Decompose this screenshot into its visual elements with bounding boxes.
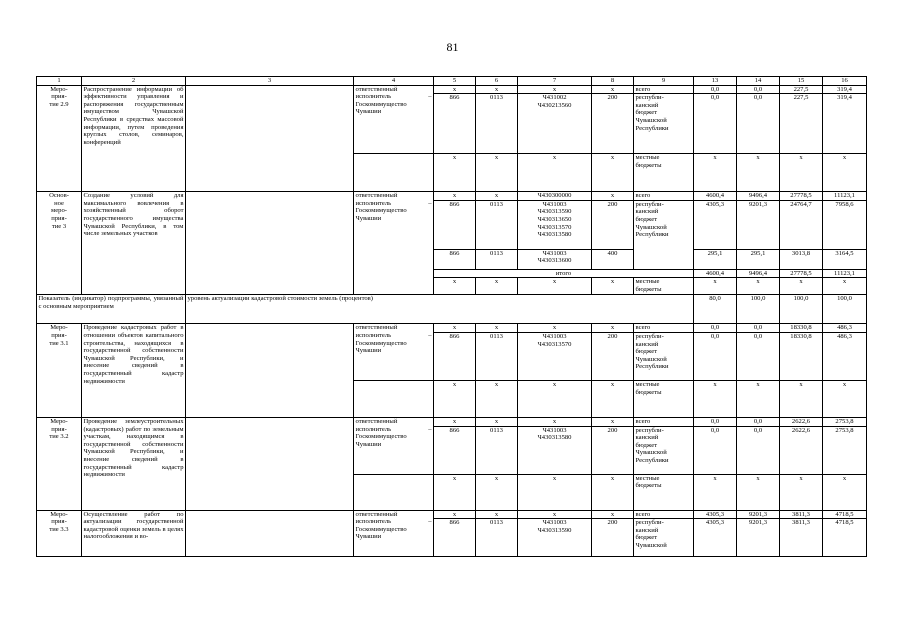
- cell-rz: x: [476, 85, 518, 94]
- cell-vr: x: [592, 192, 634, 201]
- cell-vr: 400: [592, 249, 634, 269]
- cell-source: республи- канский бюджет Чувашской Республики: [634, 426, 694, 474]
- cell-vr: x: [592, 278, 634, 295]
- cell-grbs: x: [434, 278, 476, 295]
- responsible-empty: [354, 380, 434, 417]
- header-cell: 14: [737, 77, 780, 86]
- cell-vr: 200: [592, 200, 634, 249]
- cell-v16: 2753,8: [823, 417, 867, 426]
- cell-rz: x: [476, 278, 518, 295]
- cell-v14: x: [737, 474, 780, 510]
- cell-grbs: 866: [434, 249, 476, 269]
- header-cell: 6: [476, 77, 518, 86]
- cell-rz: x: [476, 474, 518, 510]
- cell-v13: 0,0: [694, 426, 737, 474]
- cell-v16: x: [823, 380, 867, 417]
- cell-v16: 100,0: [823, 295, 867, 324]
- cell-v15: 27778,5: [780, 269, 823, 278]
- cell-v15: x: [780, 154, 823, 192]
- cell-grbs: 866: [434, 332, 476, 380]
- cell-rz: 0113: [476, 249, 518, 269]
- cell-csr: Ч430300000: [518, 192, 592, 201]
- cell-vr: x: [592, 510, 634, 519]
- activity-name: Проведение землеустроительных (кадастровых) работ по земельным участкам, находящимся в государственной собственности Чувашской Республики, и внесение сведений в государственный кадастр недвижимости: [82, 417, 186, 510]
- cell-grbs: 866: [434, 94, 476, 154]
- cell-vr: x: [592, 85, 634, 94]
- cell-v15: 3811,3: [780, 510, 823, 519]
- cell-vr: x: [592, 380, 634, 417]
- cell-v15: 2622,6: [780, 426, 823, 474]
- cell-v14: 9496,4: [737, 269, 780, 278]
- cell-grbs: x: [434, 380, 476, 417]
- cell-source: всего: [634, 192, 694, 201]
- cell-vr: x: [592, 154, 634, 192]
- cell-v13: 80,0: [694, 295, 737, 324]
- activity-name: Распространение информации об эффективности управления и распоряжения государственным имуществом Чувашской Республики в средствах массовой информации, путем проведения круглых столов, семинаров, конференций: [82, 85, 186, 192]
- cell-v14: 0,0: [737, 324, 780, 333]
- cell-v15: 3811,3: [780, 519, 823, 557]
- cell-v16: 486,3: [823, 324, 867, 333]
- cell-csr: x: [518, 154, 592, 192]
- activity-name: Проведение кадастровых работ в отношении объектов капитального строительства, находящихся в государственной собственности Чувашской Республики, и внесение сведений в государственный кадастр недвижимости: [82, 324, 186, 418]
- cell-v14: 0,0: [737, 332, 780, 380]
- cell-v16: x: [823, 278, 867, 295]
- activity-col3: [186, 417, 354, 510]
- cell-v13: 0,0: [694, 417, 737, 426]
- cell-v16: 486,3: [823, 332, 867, 380]
- cell-v13: 0,0: [694, 324, 737, 333]
- cell-v16: 4718,5: [823, 510, 867, 519]
- header-cell: 1: [37, 77, 82, 86]
- header-cell: 4: [354, 77, 434, 86]
- cell-v13: x: [694, 278, 737, 295]
- cell-source: республи- канский бюджет Чувашской Республики: [634, 94, 694, 154]
- cell-v14: 9201,3: [737, 510, 780, 519]
- header-cell: 16: [823, 77, 867, 86]
- cell-v14: 0,0: [737, 94, 780, 154]
- activity-label: Меро- прия- тие 2.9: [37, 85, 82, 192]
- cell-rz: x: [476, 417, 518, 426]
- cell-v14: 295,1: [737, 249, 780, 269]
- activity-col3: [186, 510, 354, 557]
- activity-name: Осуществление работ по актуализации государственной кадастровой оценки земель в целях налогообложения и во-: [82, 510, 186, 557]
- header-cell: 5: [434, 77, 476, 86]
- cell-v15: x: [780, 278, 823, 295]
- cell-csr: x: [518, 474, 592, 510]
- cell-source: местные бюджеты: [634, 380, 694, 417]
- cell-v13: 4305,3: [694, 510, 737, 519]
- cell-v16: 4718,5: [823, 519, 867, 557]
- cell-rz: x: [476, 510, 518, 519]
- cell-grbs: x: [434, 154, 476, 192]
- cell-rz: x: [476, 324, 518, 333]
- cell-rz: 0113: [476, 519, 518, 557]
- cell-csr: Ч431002 Ч430213560: [518, 94, 592, 154]
- cell-v14: x: [737, 380, 780, 417]
- cell-source: республи- канский бюджет Чувашской: [634, 519, 694, 557]
- table-row: [37, 324, 867, 333]
- cell-grbs: x: [434, 474, 476, 510]
- activity-label: Меро- прия- тие 3.2: [37, 417, 82, 510]
- cell-v13: 4305,3: [694, 200, 737, 249]
- cell-v16: 319,4: [823, 94, 867, 154]
- cell-source: республи- канский бюджет Чувашской Республики: [634, 332, 694, 380]
- cell-v15: 100,0: [780, 295, 823, 324]
- cell-vr: x: [592, 324, 634, 333]
- cell-v15: 2622,6: [780, 417, 823, 426]
- cell-vr: x: [592, 417, 634, 426]
- cell-v16: x: [823, 154, 867, 192]
- table-row: [37, 85, 867, 94]
- cell-v13: x: [694, 474, 737, 510]
- cell-rz: 0113: [476, 426, 518, 474]
- responsible: ответственный исполнитель – Госкомимущество Чувашии: [354, 85, 434, 154]
- cell-v13: 4600,4: [694, 192, 737, 201]
- cell-source: республи- канский бюджет Чувашской Республики: [634, 200, 694, 269]
- cell-v14: x: [737, 154, 780, 192]
- cell-csr: Ч431003 Ч430313600: [518, 249, 592, 269]
- cell-grbs: x: [434, 510, 476, 519]
- cell-v15: 3013,8: [780, 249, 823, 269]
- activity-col3: [186, 85, 354, 192]
- header-row: [37, 77, 867, 86]
- activity-label: Меро- прия- тие 3.3: [37, 510, 82, 557]
- cell-v14: 0,0: [737, 85, 780, 94]
- activity-col3: [186, 192, 354, 295]
- cell-source: всего: [634, 85, 694, 94]
- cell-grbs: 866: [434, 519, 476, 557]
- cell-grbs: x: [434, 417, 476, 426]
- cell-csr: x: [518, 85, 592, 94]
- responsible-empty: [354, 474, 434, 510]
- cell-v16: x: [823, 474, 867, 510]
- cell-v16: 7958,6: [823, 200, 867, 249]
- cell-v15: x: [780, 474, 823, 510]
- cell-vr: x: [592, 474, 634, 510]
- cell-v16: 3164,5: [823, 249, 867, 269]
- table-row: [37, 192, 867, 201]
- header-cell: 9: [634, 77, 694, 86]
- cell-v13: 4600,4: [694, 269, 737, 278]
- cell-grbs: 866: [434, 426, 476, 474]
- cell-csr: x: [518, 380, 592, 417]
- activity-col3: [186, 324, 354, 418]
- cell-v14: 9201,3: [737, 519, 780, 557]
- cell-rz: x: [476, 192, 518, 201]
- itogo-label: итого: [434, 269, 694, 278]
- cell-csr: Ч431003 Ч430313590 Ч430313650 Ч430313570 Ч430313580: [518, 200, 592, 249]
- cell-grbs: 866: [434, 200, 476, 249]
- program-table: [36, 76, 867, 557]
- cell-v13: x: [694, 380, 737, 417]
- cell-csr: Ч431003 Ч430313570: [518, 332, 592, 380]
- cell-rz: 0113: [476, 332, 518, 380]
- header-cell: 15: [780, 77, 823, 86]
- cell-v15: 227,5: [780, 94, 823, 154]
- header-cell: 13: [694, 77, 737, 86]
- cell-v15: x: [780, 380, 823, 417]
- cell-rz: 0113: [476, 94, 518, 154]
- cell-v16: 319,4: [823, 85, 867, 94]
- cell-rz: x: [476, 380, 518, 417]
- cell-source: всего: [634, 510, 694, 519]
- header-cell: 2: [82, 77, 186, 86]
- cell-v16: 2753,8: [823, 426, 867, 474]
- cell-grbs: x: [434, 85, 476, 94]
- cell-grbs: x: [434, 324, 476, 333]
- cell-v15: 18330,8: [780, 332, 823, 380]
- cell-v15: 227,5: [780, 85, 823, 94]
- cell-vr: 200: [592, 426, 634, 474]
- header-cell: 7: [518, 77, 592, 86]
- activity-name: Создание условий для максимального вовлечения в хозяйственный оборот государственного имущества Чувашской Республики, в том числе земельных участков: [82, 192, 186, 295]
- cell-v14: 9496,4: [737, 192, 780, 201]
- cell-v16: 11123,1: [823, 192, 867, 201]
- cell-grbs: x: [434, 192, 476, 201]
- indicator-label: Показатель (индикатор) подпрограммы, увязанный с основным мероприятием: [37, 295, 186, 324]
- cell-source: всего: [634, 417, 694, 426]
- header-cell: 3: [186, 77, 354, 86]
- cell-csr: x: [518, 324, 592, 333]
- responsible: ответственный исполнитель – Госкомимущество Чувашии: [354, 324, 434, 381]
- cell-csr: x: [518, 278, 592, 295]
- cell-vr: 200: [592, 332, 634, 380]
- cell-v13: 0,0: [694, 85, 737, 94]
- cell-vr: 200: [592, 94, 634, 154]
- table-row: [37, 417, 867, 426]
- activity-label: Основ- ное меро- прия- тие 3: [37, 192, 82, 295]
- cell-source: местные бюджеты: [634, 154, 694, 192]
- responsible-empty: [354, 154, 434, 192]
- cell-v15: 18330,8: [780, 324, 823, 333]
- cell-v16: 11123,1: [823, 269, 867, 278]
- cell-v13: 0,0: [694, 94, 737, 154]
- responsible: ответственный исполнитель – Госкомимущество Чувашии: [354, 192, 434, 295]
- cell-v15: 24764,7: [780, 200, 823, 249]
- cell-v15: 27778,5: [780, 192, 823, 201]
- cell-v14: 0,0: [737, 417, 780, 426]
- cell-csr: Ч431003 Ч430313580: [518, 426, 592, 474]
- cell-v14: x: [737, 278, 780, 295]
- indicator-row: [37, 295, 867, 324]
- cell-v14: 100,0: [737, 295, 780, 324]
- header-cell: 8: [592, 77, 634, 86]
- page-number: 81: [446, 40, 459, 54]
- cell-source: всего: [634, 324, 694, 333]
- table-row: [37, 510, 867, 519]
- activity-label: Меро- прия- тие 3.1: [37, 324, 82, 418]
- cell-v13: 4305,3: [694, 519, 737, 557]
- cell-source: местные бюджеты: [634, 278, 694, 295]
- cell-v14: 9201,3: [737, 200, 780, 249]
- cell-csr: Ч431003 Ч430313590: [518, 519, 592, 557]
- cell-v13: 0,0: [694, 332, 737, 380]
- cell-rz: 0113: [476, 200, 518, 249]
- cell-rz: x: [476, 154, 518, 192]
- cell-vr: 200: [592, 519, 634, 557]
- cell-v14: 0,0: [737, 426, 780, 474]
- cell-v13: 295,1: [694, 249, 737, 269]
- indicator-text: уровень актуализации кадастровой стоимости земель (процентов): [186, 295, 694, 324]
- cell-csr: x: [518, 417, 592, 426]
- responsible: ответственный исполнитель – Госкомимущество Чувашии: [354, 510, 434, 557]
- responsible: ответственный исполнитель – Госкомимущество Чувашии: [354, 417, 434, 474]
- cell-v13: x: [694, 154, 737, 192]
- cell-csr: x: [518, 510, 592, 519]
- cell-source: местные бюджеты: [634, 474, 694, 510]
